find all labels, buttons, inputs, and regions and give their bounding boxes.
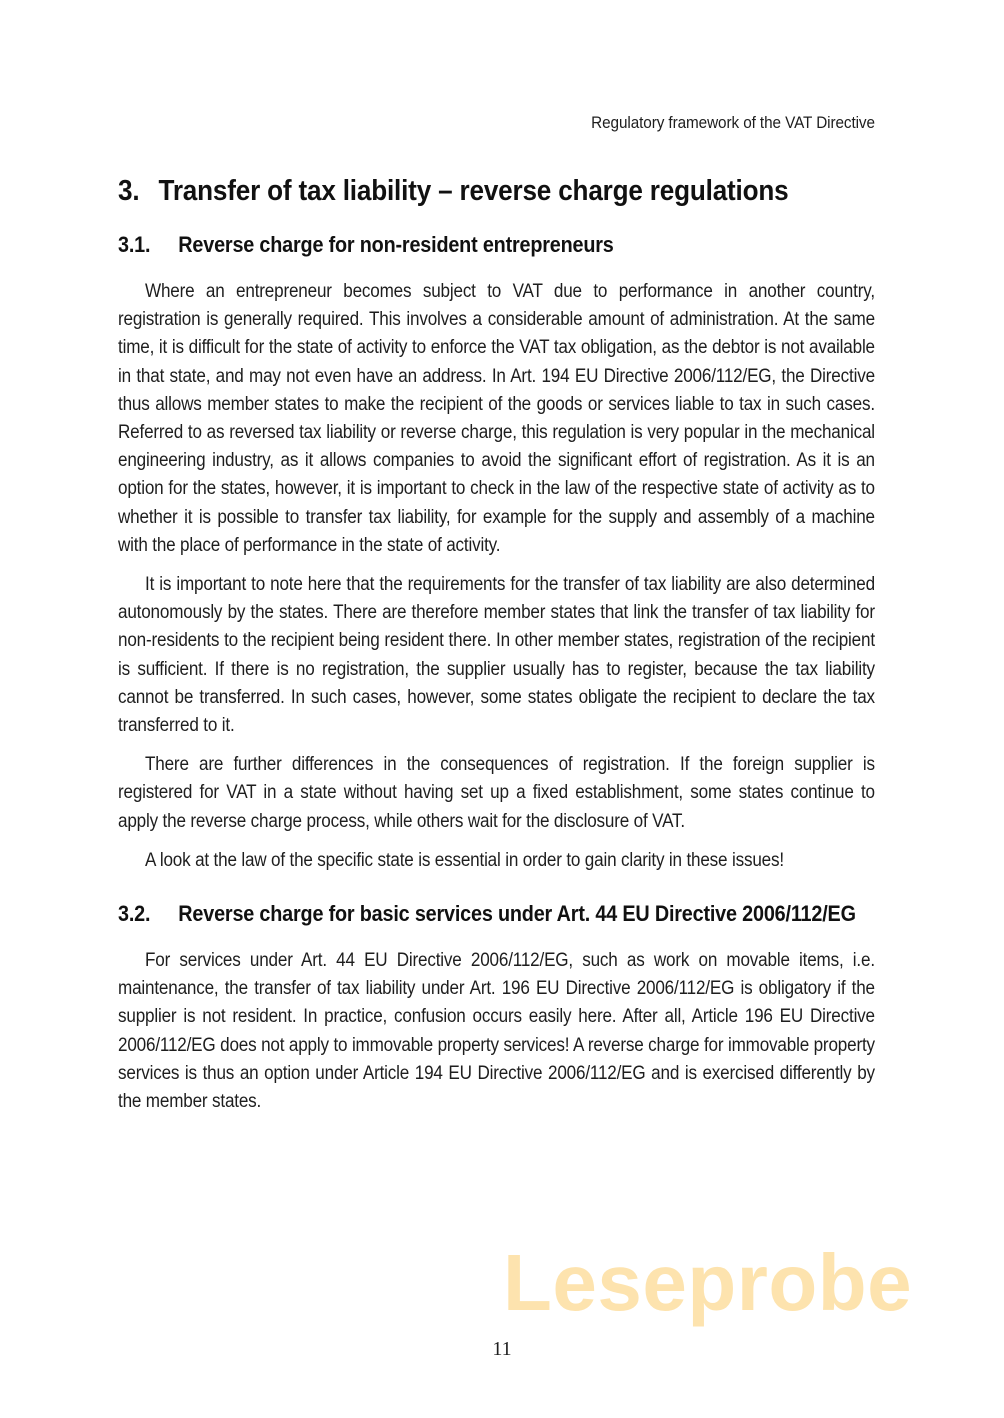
content-column bbox=[118, 0, 875, 1116]
paragraph: It is important to note here that the requirements for the transfer of tax liability are also determined autonomously by the states. There are therefore member states that link the transfer of tax liability for non-residents to the recipient being resident there. In other member states, registration of the recipient is sufficient. If there is no registration, the supplier usually has to register, because the tax liability cannot be transferred. In such cases, however, some states obligate the recipient to declare the tax transferred to it. bbox=[118, 574, 875, 737]
paragraph: A look at the law of the specific state is essential in order to gain clarity in these issues! bbox=[145, 849, 784, 871]
page-number: 11 bbox=[492, 1338, 512, 1360]
chapter-heading bbox=[118, 174, 875, 208]
section-heading-3-2 bbox=[118, 899, 875, 929]
section-number-3-2: 3.2. bbox=[118, 901, 151, 927]
leseprobe-watermark: Leseprobe bbox=[503, 1238, 913, 1327]
chapter-number: 3. bbox=[118, 175, 140, 207]
chapter-title: Transfer of tax liability – reverse charge regulations bbox=[158, 175, 789, 207]
paragraph: There are further differences in the consequences of registration. If the foreign supplier is registered for VAT in a state without having set up a fixed establishment, some states continue to apply the reverse charge process, while others wait for the disclosure of VAT. bbox=[118, 754, 875, 832]
paragraph: For services under Art. 44 EU Directive 2006/112/EG, such as work on movable items, i.e. maintenance, the transfer of tax liability under Art. 196 EU Directive 2006/112/EG is obligatory if the supplier is not resident. In practice, confusion occurs easily here. After all, Article 196 EU Directive 2006/112/EG does not apply to immovable property services! A reverse charge for immovable property services is thus an option under Article 194 EU Directive 2006/112/EG and is exercised differently by the member states. bbox=[118, 950, 875, 1113]
section-number-3-1: 3.1. bbox=[118, 232, 151, 257]
section-title-3-2: Reverse charge for basic services under Art. 44 EU Directive 2006/112/EG bbox=[178, 901, 856, 927]
section-title-3-1: Reverse charge for non-resident entrepreneurs bbox=[178, 232, 614, 257]
running-header: Regulatory framework of the VAT Directive bbox=[591, 113, 875, 132]
section-heading-3-1 bbox=[118, 230, 875, 260]
paragraph: Where an entrepreneur becomes subject to VAT due to performance in another country, registration is generally required. This involves a considerable amount of administration. At the same time, it is difficult for the state of activity to enforce the VAT tax obligation, as the debtor is not available in that state, and may not even have an address. In Art. 194 EU Directive 2006/112/EG, the Directive thus allows member states to make the recipient of the goods or services liable to tax in such cases. Referred to as reversed tax liability or reverse charge, this regulation is very popular in the mechanical engineering industry, as it allows companies to avoid the significant effort of registration. As it is an option for the states, however, it is important to check in the law of the respective state of activity as to whether it is possible to transfer tax liability, for example for the supply and assembly of a machine with the place of performance in the state of activity. bbox=[118, 281, 875, 556]
